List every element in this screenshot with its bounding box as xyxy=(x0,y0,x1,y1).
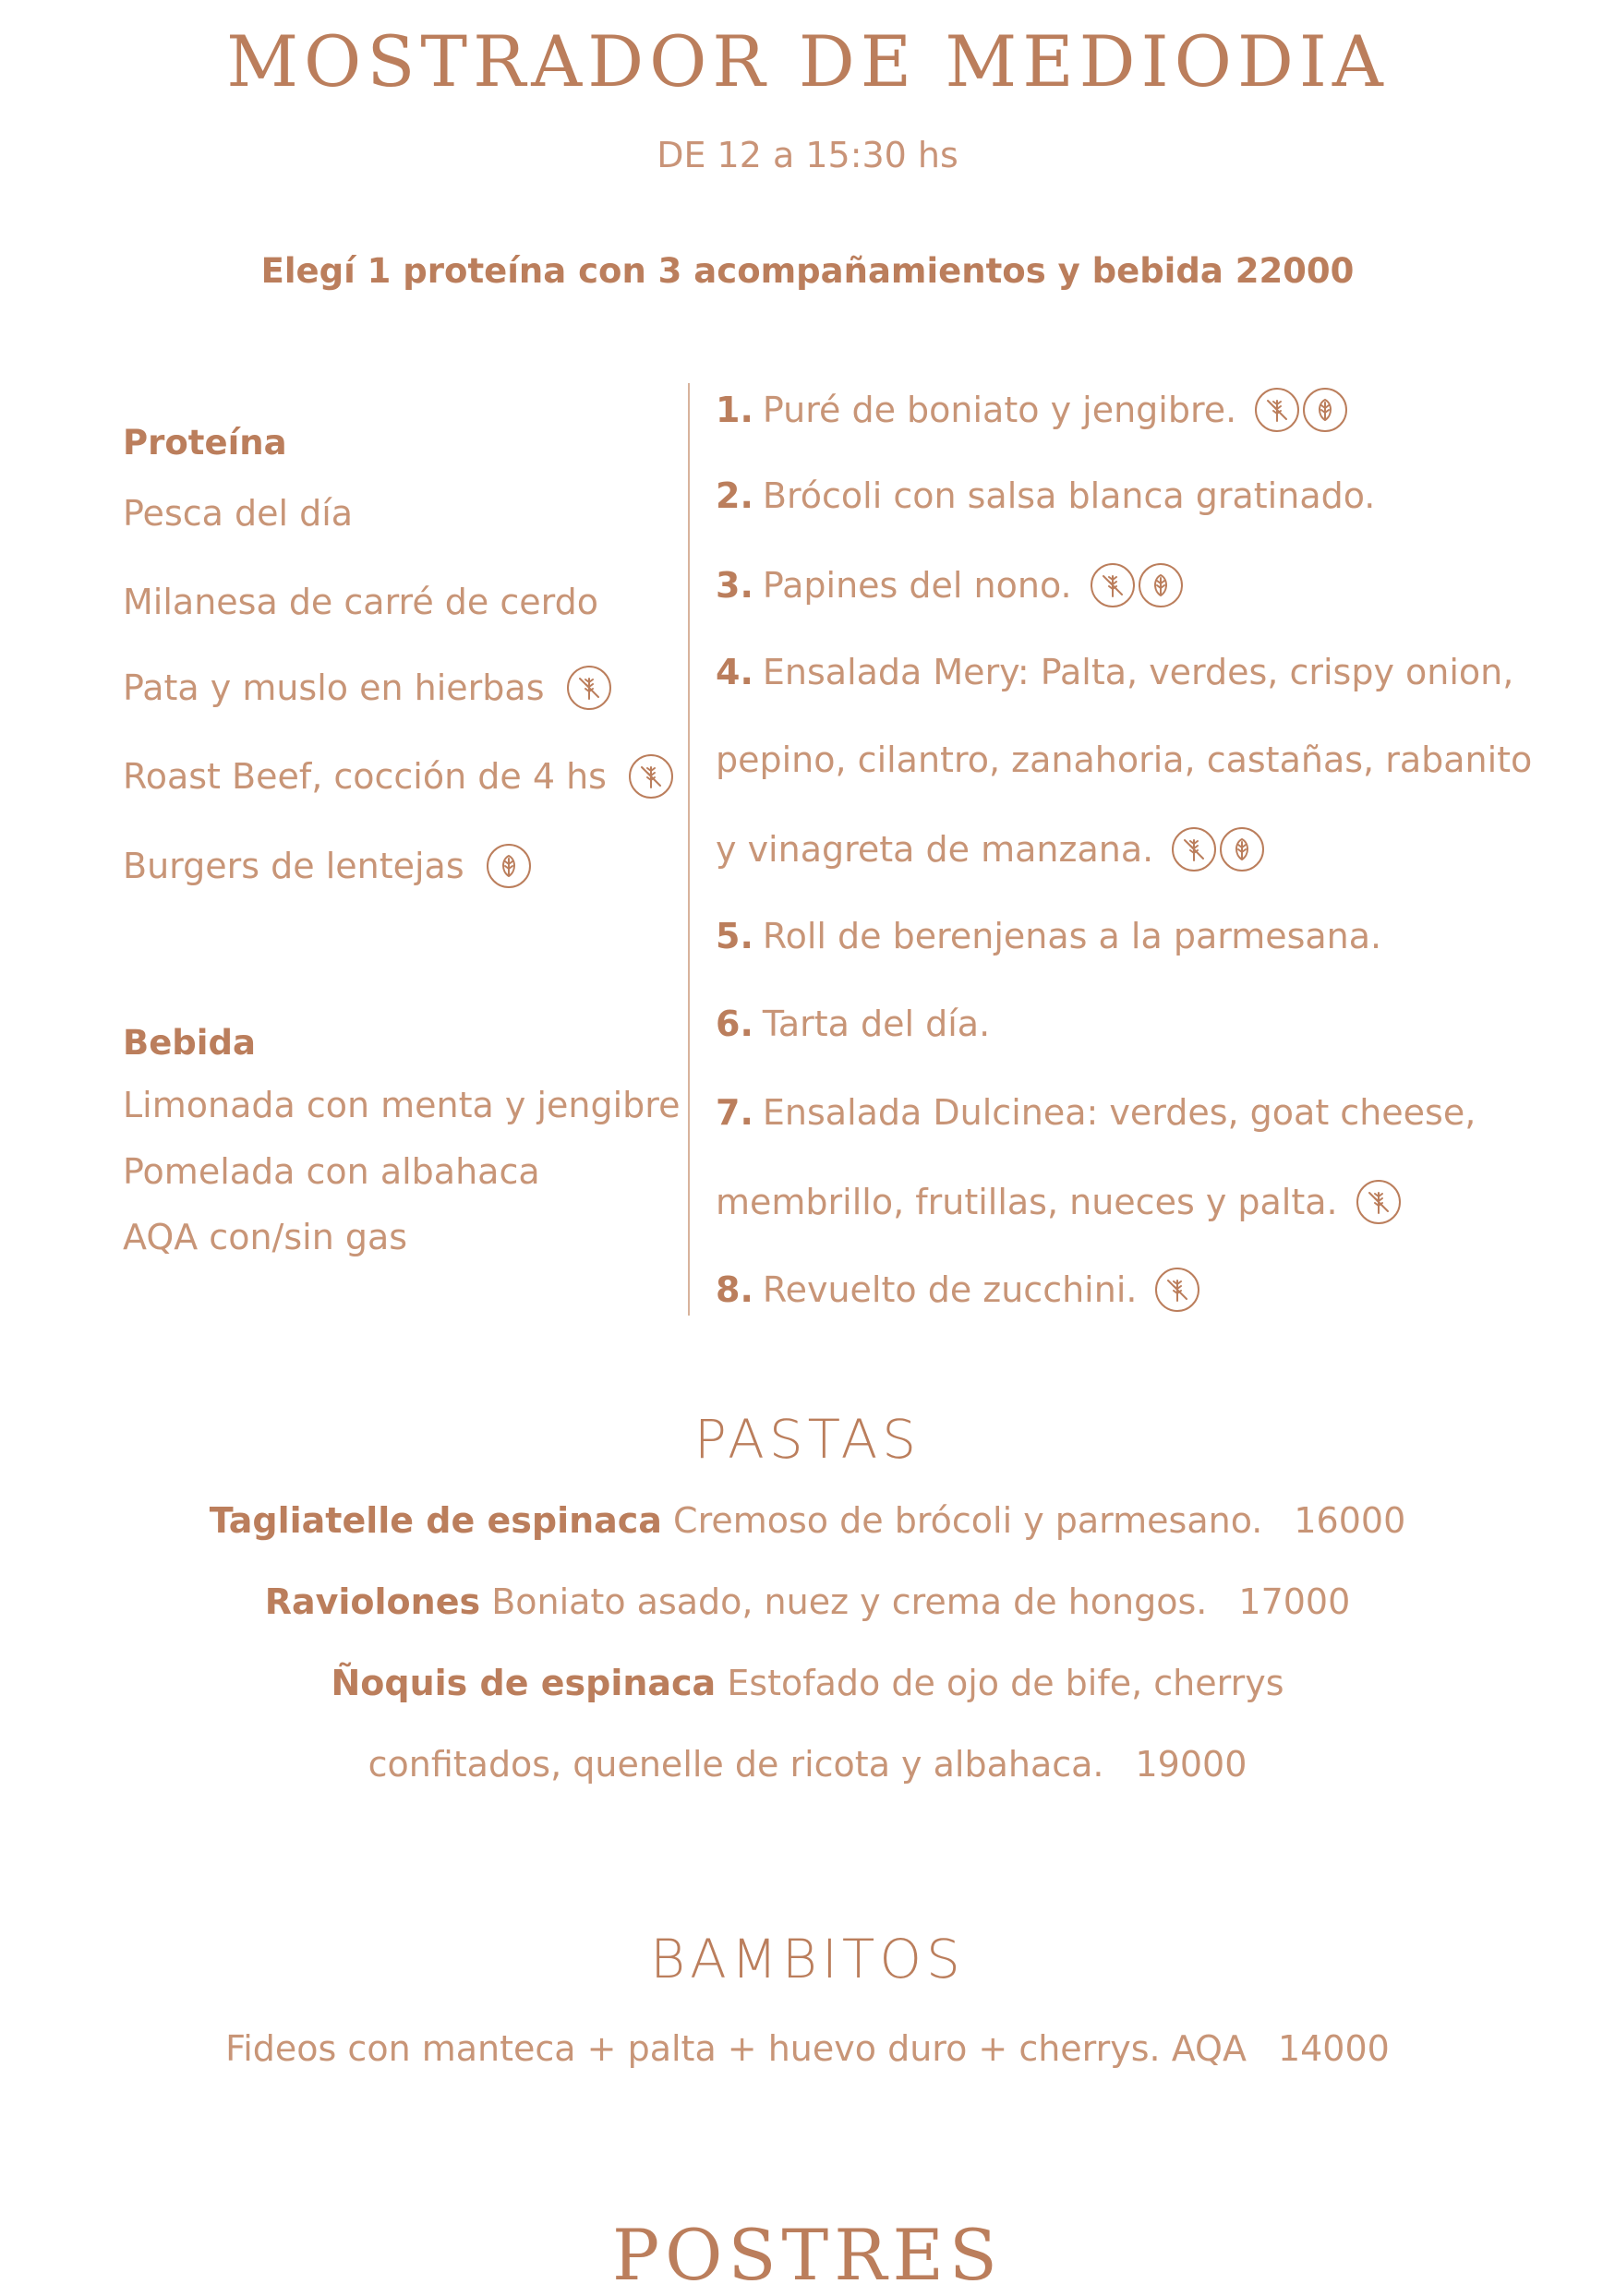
gluten-free-icon xyxy=(629,754,673,799)
diet-badges xyxy=(629,754,673,799)
drink-item: Pomelada con albahaca xyxy=(123,1151,540,1192)
side-text: Puré de boniato y jengibre. xyxy=(762,390,1237,430)
pasta-price: 17000 xyxy=(1238,1581,1351,1622)
side-number: 6. xyxy=(716,1004,753,1044)
side-text: Tarta del día. xyxy=(762,1004,991,1044)
pasta-name: Tagliatelle de espinaca xyxy=(209,1500,662,1541)
side-line xyxy=(716,475,1375,516)
pasta-desc: Boniato asado, nuez y crema de hongos. xyxy=(491,1581,1208,1622)
drink-item: AQA con/sin gas xyxy=(123,1217,408,1257)
pasta-item xyxy=(0,1500,1615,1541)
diet-badges xyxy=(1255,388,1347,432)
opening-hours: DE 12 a 15:30 hs xyxy=(657,135,958,175)
protein-item xyxy=(123,582,677,622)
page-title: MOSTRADOR DE MEDIODIA xyxy=(226,20,1389,102)
side-line xyxy=(716,652,1513,692)
side-number: 1. xyxy=(716,390,753,430)
side-line xyxy=(716,563,1183,607)
pasta-item-continuation xyxy=(0,1744,1615,1785)
pasta-desc: Cremoso de brócoli y parmesano. xyxy=(673,1500,1263,1541)
gluten-free-icon xyxy=(1091,563,1135,607)
side-number: 4. xyxy=(716,652,753,692)
side-text: Brócoli con salsa blanca gratinado. xyxy=(762,475,1376,516)
pastas-title: PASTAS xyxy=(693,1408,922,1471)
side-text: pepino, cilantro, zanahoria, castañas, rabanito xyxy=(716,739,1533,780)
pasta-name: Raviolones xyxy=(264,1581,481,1622)
side-line xyxy=(716,739,1532,780)
protein-label: Burgers de lentejas xyxy=(123,846,464,886)
side-line xyxy=(716,1180,1401,1224)
side-text: Ensalada Mery: Palta, verdes, crispy onion, xyxy=(762,652,1514,692)
diet-badges xyxy=(1155,1268,1199,1312)
protein-label: Pata y muslo en hierbas xyxy=(123,667,545,708)
side-text: Revuelto de zucchini. xyxy=(762,1269,1138,1310)
pasta-item xyxy=(0,1581,1615,1622)
drinks-heading: Bebida xyxy=(123,1023,256,1063)
protein-label: Milanesa de carré de cerdo xyxy=(123,582,598,622)
pasta-desc: Estofado de ojo de bife, cherrys xyxy=(727,1663,1284,1703)
bambitos-item xyxy=(0,2028,1615,2069)
side-number: 8. xyxy=(716,1269,753,1310)
protein-item xyxy=(123,844,677,888)
side-line xyxy=(716,916,1381,956)
pasta-name: Ñoquis de espinaca xyxy=(331,1663,717,1703)
vegan-icon xyxy=(1303,388,1347,432)
gluten-free-icon xyxy=(1172,827,1216,872)
gluten-free-icon xyxy=(567,666,611,710)
postres-title: POSTRES xyxy=(612,2214,1003,2296)
bambitos-desc: Fideos con manteca + palta + huevo duro + cherrys. AQA xyxy=(225,2028,1247,2069)
pasta-price: 19000 xyxy=(1135,1744,1247,1785)
protein-item xyxy=(123,493,677,534)
gluten-free-icon xyxy=(1356,1180,1401,1224)
protein-label: Roast Beef, cocción de 4 hs xyxy=(123,756,607,797)
diet-badges xyxy=(1091,563,1183,607)
protein-item xyxy=(123,754,677,799)
protein-heading: Proteína xyxy=(123,423,287,463)
side-line xyxy=(716,1092,1476,1133)
side-line xyxy=(716,1004,990,1044)
bambitos-title: BAMBITOS xyxy=(650,1928,965,1990)
bambitos-price: 14000 xyxy=(1277,2028,1390,2069)
side-text: Roll de berenjenas a la parmesana. xyxy=(762,916,1382,956)
side-number: 2. xyxy=(716,475,753,516)
pasta-price: 16000 xyxy=(1294,1500,1406,1541)
pasta-item xyxy=(0,1663,1615,1703)
drink-item: Limonada con menta y jengibre xyxy=(123,1085,681,1125)
diet-badges xyxy=(567,666,611,710)
vegan-icon xyxy=(1139,563,1183,607)
protein-item xyxy=(123,666,677,710)
side-text: membrillo, frutillas, nueces y palta. xyxy=(716,1182,1338,1222)
vegan-icon xyxy=(487,844,531,888)
side-line xyxy=(716,1268,1199,1312)
side-line xyxy=(716,388,1347,432)
diet-badges xyxy=(1356,1180,1401,1224)
gluten-free-icon xyxy=(1155,1268,1199,1312)
diet-badges xyxy=(487,844,531,888)
side-text: y vinagreta de manzana. xyxy=(716,829,1154,870)
vegan-icon xyxy=(1220,827,1264,872)
side-text: Papines del nono. xyxy=(762,565,1072,606)
protein-label: Pesca del día xyxy=(123,493,354,534)
side-number: 7. xyxy=(716,1092,753,1133)
side-text: Ensalada Dulcinea: verdes, goat cheese, xyxy=(762,1092,1476,1133)
column-divider xyxy=(688,383,690,1316)
pasta-desc: confitados, quenelle de ricota y albahaca. xyxy=(368,1744,1104,1785)
side-line xyxy=(716,827,1264,872)
side-number: 3. xyxy=(716,565,753,606)
combo-offer: Elegí 1 proteína con 3 acompañamientos y bebida 22000 xyxy=(260,251,1355,291)
side-number: 5. xyxy=(716,916,753,956)
gluten-free-icon xyxy=(1255,388,1299,432)
diet-badges xyxy=(1172,827,1264,872)
